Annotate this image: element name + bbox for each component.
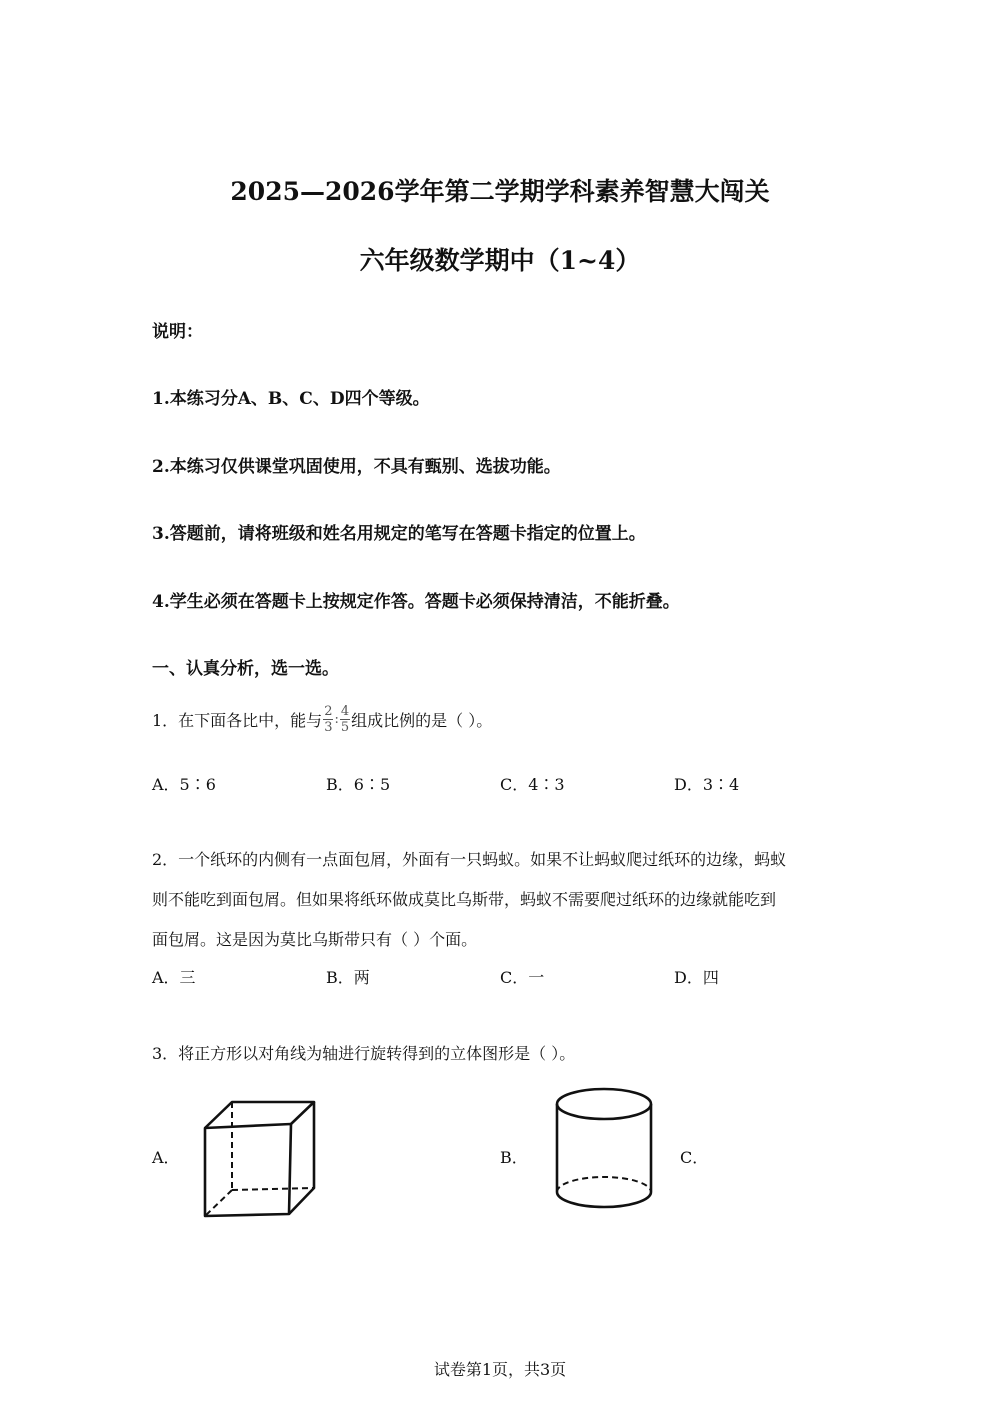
q1-option-b[interactable]: B．6∶5 bbox=[326, 775, 391, 794]
section-heading: 一、认真分析，选一选。 bbox=[152, 659, 339, 679]
page-title: 2025—2026学年第二学期学科素养智慧大闯关 bbox=[230, 177, 770, 206]
q3-option-a[interactable]: A． bbox=[152, 1148, 180, 1167]
question-1 bbox=[152, 704, 492, 735]
question-2-line-1: 2．一个纸环的内侧有一点面包屑，外面有一只蚂蚁。如果不让蚂蚁爬过纸环的边缘，蚂蚁 bbox=[152, 850, 787, 869]
q1-option-c[interactable]: C．4∶3 bbox=[500, 775, 565, 794]
question-1-prefix: 1．在下面各比中，能与 bbox=[152, 711, 323, 730]
instruction-item-4: 4.学生必须在答题卡上按规定作答。答题卡必须保持清洁，不能折叠。 bbox=[152, 592, 680, 612]
instruction-item-3: 3.答题前，请将班级和姓名用规定的笔写在答题卡指定的位置上。 bbox=[152, 524, 646, 544]
question-1-suffix: 组成比例的是（ ）。 bbox=[351, 711, 493, 730]
question-2-line-2: 则不能吃到面包屑。但如果将纸环做成莫比乌斯带，蚂蚁不需要爬过纸环的边缘就能吃到 bbox=[152, 890, 777, 909]
q2-option-d[interactable]: D．四 bbox=[674, 968, 719, 987]
q3-option-c[interactable]: C． bbox=[680, 1148, 709, 1167]
fraction-four-fifths: $\frac{4}{5}$ bbox=[340, 704, 350, 735]
q2-option-a[interactable]: A．三 bbox=[152, 968, 196, 987]
q1-option-d[interactable]: D．3∶4 bbox=[674, 775, 740, 794]
cylinder-figure[interactable] bbox=[550, 1084, 660, 1214]
fraction-two-thirds: $\frac{2}{3}$ bbox=[324, 704, 333, 735]
page-footer: 试卷第1页，共3页 bbox=[433, 1360, 567, 1379]
question-2-line-3: 面包屑。这是因为莫比乌斯带只有（ ）个面。 bbox=[152, 930, 478, 949]
q3-option-b[interactable]: B． bbox=[500, 1148, 528, 1167]
ratio-colon: : bbox=[334, 712, 339, 727]
page-subtitle: 六年级数学期中（1~4） bbox=[359, 246, 641, 275]
q1-option-a[interactable]: A．5∶6 bbox=[152, 775, 216, 794]
instructions-heading: 说明： bbox=[152, 322, 203, 342]
q2-option-c[interactable]: C．一 bbox=[500, 968, 545, 987]
q2-option-b[interactable]: B．两 bbox=[326, 968, 370, 987]
question-3: 3．将正方形以对角线为轴进行旋转得到的立体图形是（ ）。 bbox=[152, 1044, 576, 1063]
instruction-item-2: 2.本练习仅供课堂巩固使用，不具有甄别、选拔功能。 bbox=[152, 457, 561, 477]
cube-figure[interactable] bbox=[196, 1096, 322, 1222]
instruction-item-1: 1.本练习分A、B、C、D四个等级。 bbox=[152, 389, 430, 409]
